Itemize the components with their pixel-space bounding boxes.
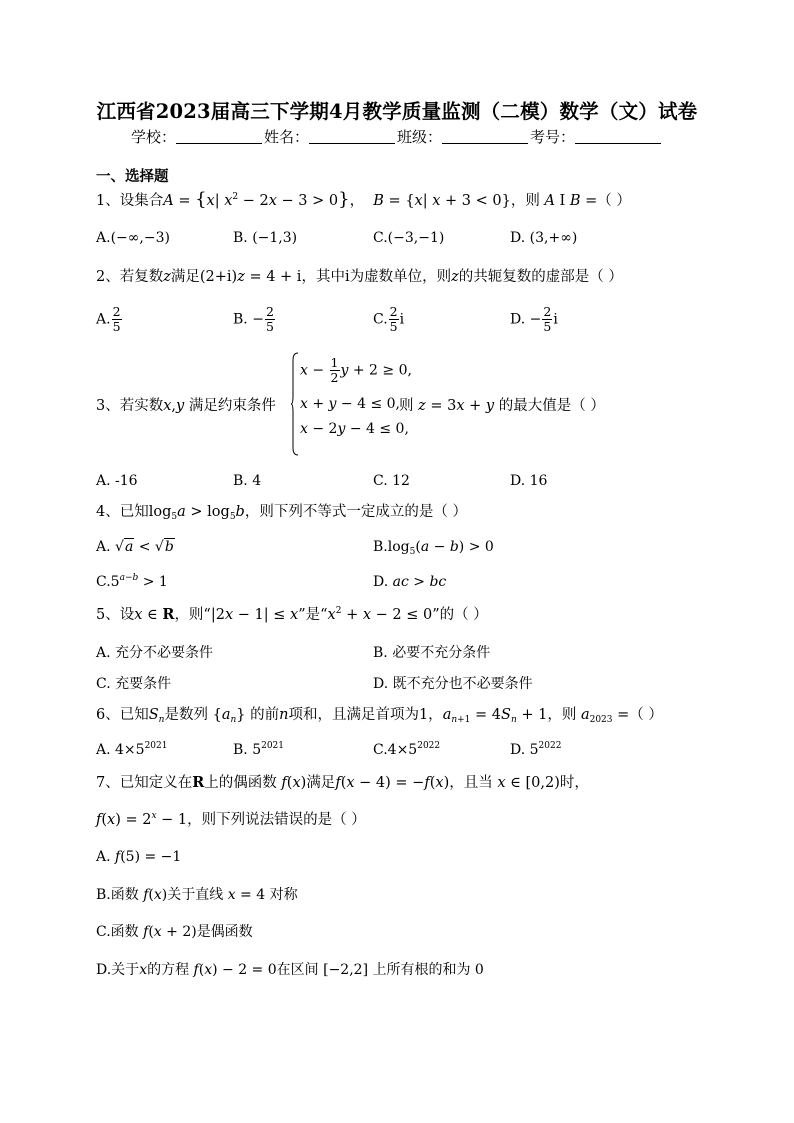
question-2: 2、若复数z满足(2+i)z = 4 + i，其中i为虚数单位，则z的共轭复数的虚部是（ ）	[96, 269, 623, 285]
q4-option-c[interactable]: $C.5^{a-b} > 1$	[96, 573, 168, 590]
q2-option-b[interactable]: B. − $\frac{2}{5}$	[233, 304, 274, 334]
q4-option-d[interactable]: D. ac > bc	[373, 574, 447, 590]
q3-option-a[interactable]: A. -16	[96, 473, 138, 489]
q1-option-c[interactable]: C.(−3,−1)	[373, 230, 445, 246]
constraint-brace	[291, 352, 299, 456]
question-3: 3、若实数x,y 满足约束条件	[96, 398, 276, 414]
school-blank[interactable]	[176, 129, 262, 144]
question-1: 1、设集合A = {x| $x^2 - 2x - 3 > 0$}， B = {x| x + 3 < 0}，则 A I B =（ ）	[96, 189, 631, 210]
q4-option-b[interactable]: $B.\log_5(a - b) > 0$	[373, 539, 494, 557]
q1-mid: ，	[349, 193, 365, 209]
q6-option-d[interactable]: D. $5^{2022}$	[510, 741, 562, 758]
school-label: 学校：	[130, 128, 176, 146]
class-label: 班级：	[397, 128, 443, 146]
q5-option-d[interactable]: D. 既不充分也不必要条件	[373, 676, 533, 692]
q3-option-b[interactable]: B. 4	[233, 473, 262, 489]
student-info-line	[0, 126, 794, 147]
q1-paren: =（ ）	[585, 193, 631, 209]
q5-option-b[interactable]: B. 必要不充分条件	[373, 645, 491, 661]
q2-option-d[interactable]: D. − $\frac{2}{5}$ i	[510, 304, 558, 334]
q3-option-d[interactable]: D. 16	[510, 473, 548, 489]
constraint-2: x + y − 4 ≤ 0,	[300, 396, 400, 412]
q7-option-b[interactable]: B.函数 f(x)关于直线 x = 4 对称	[96, 887, 298, 903]
q6-option-b[interactable]: B. $5^{2021}$	[233, 741, 285, 758]
q3-objective: 则 z = 3x + y 的最大值是（ ）	[399, 398, 605, 414]
q7-option-d[interactable]: D.关于x的方程 f(x) − 2 = 0在区间 [−2,2] 上所有根的和为 0	[96, 962, 484, 978]
question-4: 4、已知$\log_5a > \log_5b$，则下列不等式一定成立的是（ ）	[96, 504, 467, 522]
section-heading: 一、选择题	[96, 168, 169, 185]
question-5: 5、设x ∈ R，则“|2x − 1| ≤ x”是“$x^2 + x - 2 \le 0$”的（ ）	[96, 606, 488, 623]
q4-option-a[interactable]: A. √a < √b	[96, 539, 174, 555]
name-blank[interactable]	[309, 129, 395, 144]
q1-option-d[interactable]: D. (3,+∞)	[510, 230, 578, 246]
exam-title: 江西省2023届高三下学期4月教学质量监测（二模）数学（文）试卷	[96, 100, 698, 123]
q1-suffix: ，则	[510, 193, 540, 209]
question-7-line-2: $f(x) = 2^x - 1$，则下列说法错误的是（ ）	[96, 811, 366, 828]
q6-option-a[interactable]: A. $4\times 5^{2021}$	[96, 741, 168, 758]
q7-option-a[interactable]: A. f(5) = −1	[96, 849, 182, 865]
constraint-1: x − $\frac{1}{2}$ y + 2 ≥ 0,	[300, 355, 412, 385]
constraint-3: x − 2y − 4 ≤ 0,	[300, 421, 409, 437]
q2-option-c[interactable]: C. $\frac{2}{5}$ i	[373, 304, 405, 334]
exam-number-label: 考号：	[530, 128, 576, 146]
question-7: 7、已知定义在R上的偶函数 f(x)满足f(x − 4) = −f(x)，且当 x ∈ [0,2)时，	[96, 774, 589, 791]
q1-option-b[interactable]: B. (−1,3)	[233, 230, 298, 246]
q5-option-c[interactable]: C. 充要条件	[96, 676, 172, 692]
class-blank[interactable]	[442, 129, 528, 144]
q7-option-c[interactable]: C.函数 f(x + 2)是偶函数	[96, 924, 253, 940]
question-6: 6、已知$S_n$是数列 $\{a_n\}$ 的前n项和，且满足首项为1，$a_{n+1} = 4S_n + 1$，则 $a_{2023}$ =（ ）	[96, 707, 663, 725]
q5-option-a[interactable]: A. 充分不必要条件	[96, 645, 214, 661]
q1-option-a[interactable]: A.(−∞,−3)	[96, 230, 170, 246]
q6-option-c[interactable]: $C.4\times 5^{2022}$	[373, 741, 441, 758]
exam-number-blank[interactable]	[575, 129, 661, 144]
q2-option-a[interactable]: A. $\frac{2}{5}$	[96, 304, 121, 334]
q1-prefix: 1、设集合	[96, 193, 164, 209]
name-label: 姓名：	[263, 128, 309, 146]
q3-option-c[interactable]: C. 12	[373, 473, 410, 489]
